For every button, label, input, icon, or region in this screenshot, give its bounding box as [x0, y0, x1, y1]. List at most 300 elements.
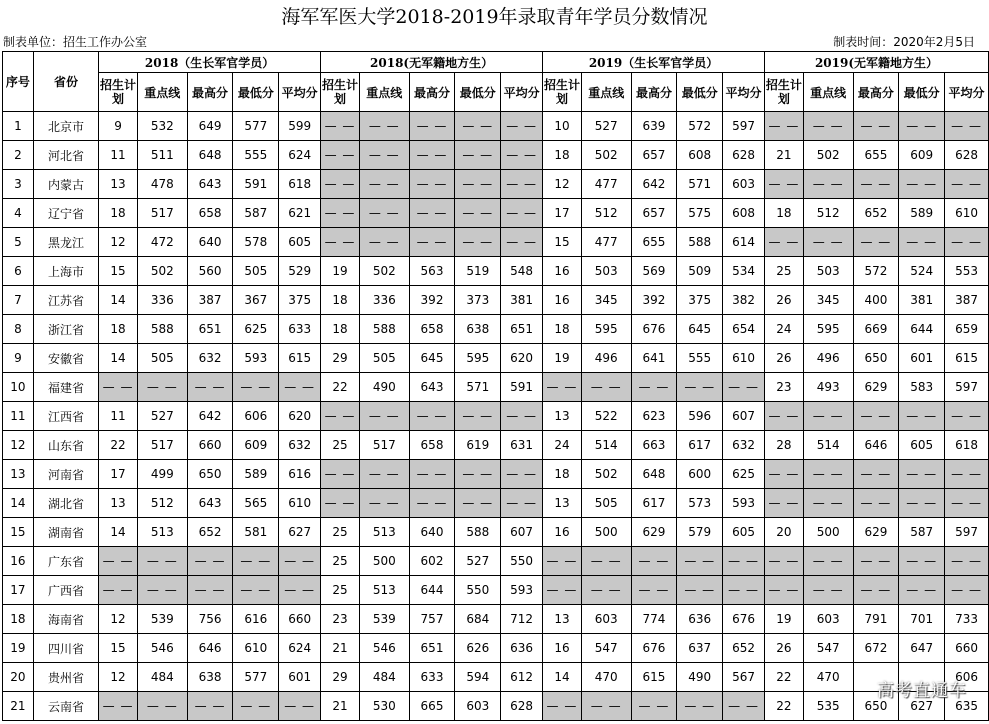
row-seq: 20 [3, 663, 34, 692]
cell-min: 701 [899, 605, 945, 634]
cell-key-line: 505 [137, 344, 187, 373]
cell-not-recruited: — — [899, 489, 945, 518]
cell-not-recruited: — — [723, 547, 765, 576]
cell-min: 647 [899, 634, 945, 663]
cell-plan: 24 [543, 431, 582, 460]
cell-not-recruited: — — [581, 576, 631, 605]
row-province: 贵州省 [33, 663, 98, 692]
row-province: 福建省 [33, 373, 98, 402]
cell-plan: 10 [543, 112, 582, 141]
cell-key-line: 522 [581, 402, 631, 431]
cell-not-recruited: — — [853, 228, 899, 257]
cell-max: 650 [187, 460, 233, 489]
cell-plan: 12 [99, 663, 138, 692]
row-seq: 9 [3, 344, 34, 373]
row-province: 黑龙江 [33, 228, 98, 257]
table-row [3, 460, 989, 489]
cell-not-recruited: — — [233, 692, 279, 721]
cell-key-line: 505 [359, 344, 409, 373]
cell-min: 636 [677, 605, 723, 634]
cell-not-recruited: — — [899, 402, 945, 431]
cell-not-recruited: — — [945, 576, 989, 605]
cell-plan: 17 [99, 460, 138, 489]
cell-plan: 11 [99, 402, 138, 431]
cell-not-recruited: — — [765, 228, 804, 257]
cell-not-recruited: — — [543, 576, 582, 605]
cell-not-recruited: — — [765, 170, 804, 199]
cell-max: 615 [631, 663, 677, 692]
cell-key-line: 345 [581, 286, 631, 315]
table-row [3, 431, 989, 460]
cell-min: 609 [233, 431, 279, 460]
cell-avg: 614 [723, 228, 765, 257]
cell-max: 757 [409, 605, 455, 634]
cell-avg: 660 [279, 605, 321, 634]
cell-avg: 618 [945, 431, 989, 460]
cell-not-recruited: — — [945, 402, 989, 431]
cell-plan: 18 [99, 199, 138, 228]
cell-plan: 26 [765, 286, 804, 315]
header-seq: 序号 [3, 52, 34, 112]
cell-max: 640 [409, 518, 455, 547]
cell-not-recruited: — — [677, 547, 723, 576]
cell-plan: 18 [543, 460, 582, 489]
cell-not-recruited: — — [945, 170, 989, 199]
row-seq: 21 [3, 692, 34, 721]
table-row [3, 634, 989, 663]
cell-max: 645 [409, 344, 455, 373]
cell-min: 573 [677, 489, 723, 518]
cell-not-recruited: — — [455, 228, 501, 257]
cell-avg: 635 [945, 692, 989, 721]
cell-plan: 26 [765, 634, 804, 663]
cell-max: 660 [187, 431, 233, 460]
cell-plan: 18 [321, 286, 360, 315]
header-key-line: 重点线 [803, 73, 853, 112]
cell-plan: 23 [321, 605, 360, 634]
cell-min: 524 [899, 257, 945, 286]
cell-min: 587 [233, 199, 279, 228]
cell-not-recruited: — — [853, 576, 899, 605]
cell-avg: 603 [723, 170, 765, 199]
cell-key-line: 484 [137, 663, 187, 692]
row-province: 湖北省 [33, 489, 98, 518]
cell-max: 774 [631, 605, 677, 634]
table-row [3, 170, 989, 199]
cell-not-recruited: — — [803, 170, 853, 199]
cell-not-recruited: — — [279, 576, 321, 605]
cell-key-line: 595 [581, 315, 631, 344]
table-row [3, 605, 989, 634]
cell-key-line: 595 [803, 315, 853, 344]
cell-plan: 22 [765, 663, 804, 692]
cell-key-line: 539 [137, 605, 187, 634]
cell-avg: 625 [723, 460, 765, 489]
cell-plan: 19 [765, 605, 804, 634]
cell-max: 643 [409, 373, 455, 402]
cell-not-recruited: — — [455, 141, 501, 170]
cell-not-recruited: — — [501, 402, 543, 431]
cell-not-recruited: — — [543, 373, 582, 402]
row-province: 内蒙古 [33, 170, 98, 199]
cell-max: 658 [187, 199, 233, 228]
header-min: 最低分 [455, 73, 501, 112]
header-avg: 平均分 [723, 73, 765, 112]
cell-min: 381 [899, 286, 945, 315]
cell-max: 658 [409, 431, 455, 460]
row-seq: 10 [3, 373, 34, 402]
cell-not-recruited: — — [581, 373, 631, 402]
cell-not-recruited: — — [945, 460, 989, 489]
cell-min: 375 [677, 286, 723, 315]
cell-not-recruited: — — [853, 489, 899, 518]
cell-plan: 25 [765, 257, 804, 286]
cell-avg: 607 [723, 402, 765, 431]
cell-key-line: 503 [803, 257, 853, 286]
cell-min: 572 [677, 112, 723, 141]
cell-not-recruited: — — [899, 576, 945, 605]
cell-key-line: 517 [137, 431, 187, 460]
cell-avg: 632 [279, 431, 321, 460]
cell-avg: 387 [945, 286, 989, 315]
cell-plan: 28 [765, 431, 804, 460]
cell-max: 640 [187, 228, 233, 257]
cell-not-recruited: — — [765, 489, 804, 518]
cell-not-recruited: — — [803, 402, 853, 431]
cell-avg: 615 [279, 344, 321, 373]
header-avg: 平均分 [945, 73, 989, 112]
cell-avg: 550 [501, 547, 543, 576]
cell-not-recruited: — — [803, 547, 853, 576]
cell-not-recruited: — — [899, 228, 945, 257]
cell-key-line: 496 [581, 344, 631, 373]
cell-not-recruited: — — [899, 460, 945, 489]
row-province: 河北省 [33, 141, 98, 170]
cell-not-recruited: — — [321, 141, 360, 170]
cell-avg: 610 [279, 489, 321, 518]
cell-plan: 14 [99, 344, 138, 373]
row-province: 湖南省 [33, 518, 98, 547]
cell-key-line: 478 [137, 170, 187, 199]
cell-key-line: 500 [359, 547, 409, 576]
cell-min: 578 [233, 228, 279, 257]
cell-plan: 17 [543, 199, 582, 228]
row-seq: 15 [3, 518, 34, 547]
cell-min: 601 [899, 344, 945, 373]
cell-avg: 597 [945, 373, 989, 402]
cell-max: 663 [631, 431, 677, 460]
cell-max: 646 [853, 431, 899, 460]
cell-plan: 15 [99, 257, 138, 286]
cell-key-line: 532 [137, 112, 187, 141]
row-province: 江西省 [33, 402, 98, 431]
cell-min: 626 [455, 634, 501, 663]
cell-avg: 733 [945, 605, 989, 634]
cell-not-recruited: — — [137, 373, 187, 402]
cell-key-line: 530 [359, 692, 409, 721]
row-province: 山东省 [33, 431, 98, 460]
cell-not-recruited: — — [765, 460, 804, 489]
cell-not-recruited: — — [321, 489, 360, 518]
row-province: 上海市 [33, 257, 98, 286]
cell-min: 606 [233, 402, 279, 431]
cell-max: 638 [187, 663, 233, 692]
header-group-2018-cadet: 2018（生长军官学员） [99, 52, 321, 73]
cell-min: 509 [677, 257, 723, 286]
cell-not-recruited: — — [359, 402, 409, 431]
cell-min: 595 [455, 344, 501, 373]
cell-avg: 375 [279, 286, 321, 315]
cell-max: 643 [187, 170, 233, 199]
cell-not-recruited: — — [137, 576, 187, 605]
cell-avg: 382 [723, 286, 765, 315]
cell-key-line: 470 [581, 663, 631, 692]
cell-avg: 621 [279, 199, 321, 228]
header-max: 最高分 [853, 73, 899, 112]
cell-not-recruited: — — [581, 547, 631, 576]
header-avg: 平均分 [279, 73, 321, 112]
cell-plan: 25 [321, 547, 360, 576]
table-row [3, 692, 989, 721]
cell-max: 665 [409, 692, 455, 721]
cell-min: 575 [677, 199, 723, 228]
cell-not-recruited: — — [321, 402, 360, 431]
cell-not-recruited: — — [321, 228, 360, 257]
table-header [3, 52, 989, 112]
cell-avg: 567 [723, 663, 765, 692]
cell-avg: 593 [723, 489, 765, 518]
cell-avg: 676 [723, 605, 765, 634]
cell-plan: 25 [321, 431, 360, 460]
cell-min: 589 [233, 460, 279, 489]
cell-key-line: 490 [359, 373, 409, 402]
cell-avg: 627 [279, 518, 321, 547]
row-province: 辽宁省 [33, 199, 98, 228]
cell-not-recruited: — — [187, 576, 233, 605]
header-key-line: 重点线 [137, 73, 187, 112]
cell-max: 672 [853, 634, 899, 663]
cell-plan: 15 [543, 228, 582, 257]
cell-max: 602 [409, 547, 455, 576]
cell-key-line: 588 [137, 315, 187, 344]
cell-not-recruited: — — [99, 692, 138, 721]
cell-key-line: 484 [359, 663, 409, 692]
cell-key-line: 539 [359, 605, 409, 634]
cell-key-line: 345 [803, 286, 853, 315]
row-province: 云南省 [33, 692, 98, 721]
cell-not-recruited: — — [359, 170, 409, 199]
cell-min: 555 [677, 344, 723, 373]
cell-avg: 616 [279, 460, 321, 489]
cell-avg: 624 [279, 141, 321, 170]
row-province: 海南省 [33, 605, 98, 634]
cell-key-line: 603 [803, 605, 853, 634]
cell-max: 651 [187, 315, 233, 344]
cell-plan: 21 [321, 692, 360, 721]
cell-avg: 628 [723, 141, 765, 170]
cell-avg: 651 [501, 315, 543, 344]
cell-plan: 16 [543, 518, 582, 547]
cell-not-recruited: — — [853, 112, 899, 141]
cell-not-recruited: — — [501, 460, 543, 489]
row-seq: 4 [3, 199, 34, 228]
row-seq: 17 [3, 576, 34, 605]
cell-max: 633 [409, 663, 455, 692]
cell-max: 569 [631, 257, 677, 286]
cell-key-line: 336 [137, 286, 187, 315]
cell-max: 657 [631, 141, 677, 170]
cell-not-recruited: — — [409, 170, 455, 199]
cell-avg: 624 [279, 634, 321, 663]
cell-avg: 654 [723, 315, 765, 344]
cell-avg: 381 [501, 286, 543, 315]
cell-plan: 24 [765, 315, 804, 344]
cell-min: 587 [899, 518, 945, 547]
cell-min: 555 [233, 141, 279, 170]
cell-not-recruited: — — [803, 576, 853, 605]
cell-max: 629 [853, 518, 899, 547]
cell-not-recruited: — — [359, 489, 409, 518]
cell-max: 623 [631, 402, 677, 431]
table-row [3, 663, 989, 692]
cell-plan: 9 [99, 112, 138, 141]
cell-plan: 12 [543, 170, 582, 199]
cell-max: 646 [187, 634, 233, 663]
cell-key-line: 477 [581, 228, 631, 257]
cell-plan: 21 [321, 634, 360, 663]
cell-key-line: 513 [359, 518, 409, 547]
cell-min: 644 [899, 315, 945, 344]
cell-min: 577 [233, 663, 279, 692]
cell-not-recruited: — — [409, 112, 455, 141]
cell-key-line: 496 [803, 344, 853, 373]
cell-avg: 660 [945, 634, 989, 663]
header-min: 最低分 [233, 73, 279, 112]
table-row [3, 286, 989, 315]
cell-not-recruited: — — [803, 112, 853, 141]
cell-max: 676 [631, 634, 677, 663]
cell-min: 519 [455, 257, 501, 286]
cell-max: 572 [853, 257, 899, 286]
cell-plan: 25 [321, 518, 360, 547]
header-min: 最低分 [677, 73, 723, 112]
cell-avg: 605 [723, 518, 765, 547]
cell-avg: 615 [945, 344, 989, 373]
cell-max: 617 [631, 489, 677, 518]
cell-not-recruited: — — [455, 199, 501, 228]
cell-max: 652 [853, 199, 899, 228]
cell-avg: 659 [945, 315, 989, 344]
row-seq: 5 [3, 228, 34, 257]
cell-avg: 606 [945, 663, 989, 692]
table-body [3, 112, 989, 721]
cell-key-line: 472 [137, 228, 187, 257]
cell-key-line: 513 [359, 576, 409, 605]
cell-avg: 605 [279, 228, 321, 257]
cell-avg: 610 [945, 199, 989, 228]
cell-not-recruited: — — [187, 692, 233, 721]
row-province: 四川省 [33, 634, 98, 663]
cell-not-recruited: — — [187, 547, 233, 576]
cell-max: 629 [631, 518, 677, 547]
row-seq: 13 [3, 460, 34, 489]
cell-not-recruited: — — [455, 460, 501, 489]
cell-not-recruited: — — [677, 373, 723, 402]
cell-key-line: 477 [581, 170, 631, 199]
cell-not-recruited: — — [321, 460, 360, 489]
cell-avg: 631 [501, 431, 543, 460]
cell-not-recruited: — — [321, 170, 360, 199]
table-row [3, 518, 989, 547]
cell-avg: 593 [501, 576, 543, 605]
cell-max: 400 [853, 286, 899, 315]
cell-plan: 16 [543, 286, 582, 315]
row-province: 河南省 [33, 460, 98, 489]
cell-min: 581 [233, 518, 279, 547]
cell-not-recruited: — — [501, 199, 543, 228]
row-province: 安徽省 [33, 344, 98, 373]
cell-min: 571 [677, 170, 723, 199]
cell-avg: 597 [723, 112, 765, 141]
cell-min: 565 [233, 489, 279, 518]
cell-not-recruited: — — [279, 547, 321, 576]
cell-max: 642 [187, 402, 233, 431]
cell-not-recruited: — — [409, 199, 455, 228]
cell-key-line: 547 [803, 634, 853, 663]
issuing-unit: 制表单位：招生工作办公室 [3, 35, 148, 49]
header-key-line: 重点线 [359, 73, 409, 112]
cell-max: 655 [631, 228, 677, 257]
cell-plan: 12 [99, 228, 138, 257]
cell-min: 593 [233, 344, 279, 373]
cell-not-recruited: — — [501, 489, 543, 518]
cell-max: 791 [853, 605, 899, 634]
cell-min: 638 [455, 315, 501, 344]
cell-key-line: 500 [581, 518, 631, 547]
cell-avg: 601 [279, 663, 321, 692]
cell-not-recruited: — — [455, 402, 501, 431]
cell-not-recruited: — — [723, 373, 765, 402]
cell-avg: 620 [501, 344, 543, 373]
cell-not-recruited: — — [501, 112, 543, 141]
cell-max: 387 [187, 286, 233, 315]
cell-avg: 628 [501, 692, 543, 721]
cell-not-recruited: — — [631, 692, 677, 721]
cell-not-recruited: — — [853, 460, 899, 489]
cell-plan: 13 [543, 402, 582, 431]
cell-plan: 12 [99, 605, 138, 634]
cell-not-recruited: — — [945, 489, 989, 518]
watermark: 高考直通车 [877, 681, 967, 701]
cell-plan: 19 [543, 344, 582, 373]
cell-key-line: 470 [803, 663, 853, 692]
cell-key-line: 493 [803, 373, 853, 402]
cell-not-recruited: — — [803, 228, 853, 257]
cell-not-recruited: — — [853, 547, 899, 576]
cell-plan: 18 [765, 199, 804, 228]
page-title: 海军军医大学2018-2019年录取青年学员分数情况 [281, 6, 708, 28]
cell-key-line: 500 [803, 518, 853, 547]
cell-not-recruited: — — [631, 576, 677, 605]
cell-not-recruited: — — [501, 170, 543, 199]
cell-max: 648 [631, 460, 677, 489]
cell-avg: 712 [501, 605, 543, 634]
table-row [3, 228, 989, 257]
cell-plan: 22 [99, 431, 138, 460]
row-province: 浙江省 [33, 315, 98, 344]
cell-max: 641 [631, 344, 677, 373]
cell-plan: 16 [543, 634, 582, 663]
